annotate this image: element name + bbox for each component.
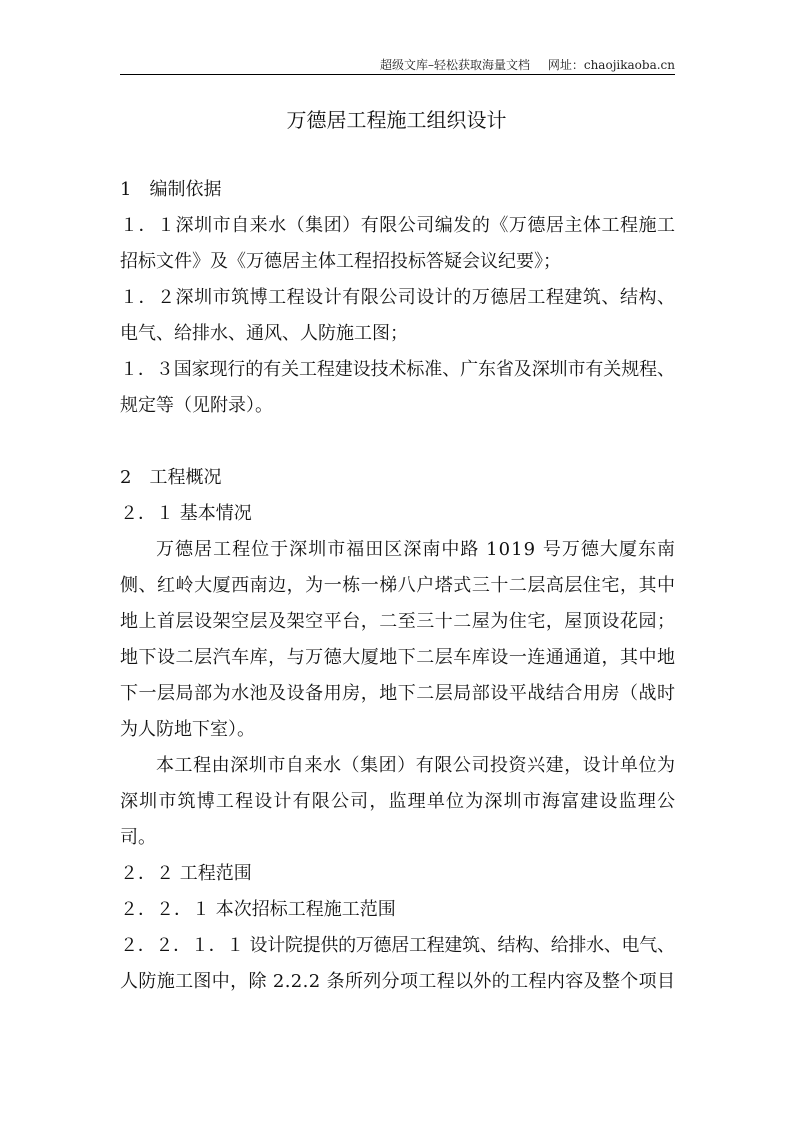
- paragraph-line-text: １．２深圳市筑博工程设计有限公司设计的万德居工程建筑、结构、: [120, 287, 676, 308]
- blank-line: [120, 430, 675, 466]
- paragraph-line: [120, 502, 675, 538]
- paragraph-line: [120, 574, 675, 610]
- paragraph-line-text: ２．１ 基本情况: [120, 503, 252, 524]
- header-divider: [120, 74, 675, 75]
- paragraph-line-text: 电气、给排水、通风、人防施工图；: [120, 323, 408, 344]
- paragraph-line: [120, 826, 675, 862]
- paragraph-line-text: ２．２．１ 本次招标工程施工范围: [120, 899, 396, 920]
- paragraph-line: [120, 754, 675, 790]
- paragraph-line-text: 招标文件》及《万德居主体工程招投标答疑会议纪要》；: [120, 251, 561, 272]
- page-header: [120, 56, 675, 73]
- paragraph-line-text: 为人防地下室）。: [120, 719, 255, 740]
- paragraph-line: [120, 394, 675, 430]
- header-site-name: 超级文库–轻松获取海量文档: [380, 58, 531, 72]
- paragraph-line-text: 万德居工程位于深圳市福田区深南中路 1019 号万德大厦东南: [156, 539, 677, 560]
- paragraph-line: [120, 286, 675, 322]
- paragraph-line-text: 人防施工图中，除 2.2.2 条所列分项工程以外的工程内容及整个项目: [120, 971, 676, 992]
- document-body: [120, 178, 675, 1006]
- paragraph-line: [120, 250, 675, 286]
- paragraph-line-text: 下一层局部为水池及设备用房，地下二层局部设平战结合用房（战时: [120, 683, 676, 704]
- paragraph-line-text: ２．２ 工程范围: [120, 863, 252, 884]
- paragraph-line: [120, 178, 675, 214]
- paragraph-line-text: 侧、红岭大厦西南边，为一栋一梯八户塔式三十二层高层住宅，其中: [120, 575, 676, 596]
- paragraph-line: [120, 970, 675, 1006]
- paragraph-line: [120, 862, 675, 898]
- paragraph-line: [120, 898, 675, 934]
- paragraph-line-text: 司。: [120, 827, 156, 848]
- paragraph-line: [120, 934, 675, 970]
- paragraph-line: [120, 718, 675, 754]
- paragraph-line: [120, 322, 675, 358]
- document-title: 万德居工程施工组织设计: [286, 108, 507, 132]
- paragraph-line: [120, 610, 675, 646]
- paragraph-line-text: 2 工程概况: [120, 467, 222, 488]
- header-url: 网址：chaojikaoba.cn: [547, 58, 675, 72]
- paragraph-line: [120, 466, 675, 502]
- paragraph-line: [120, 646, 675, 682]
- paragraph-line-text: 地下设二层汽车库，与万德大厦地下二层车库设一连通通道，其中地: [120, 647, 676, 668]
- paragraph-line: [120, 682, 675, 718]
- paragraph-line: [120, 358, 675, 394]
- paragraph-line-text: 深圳市筑博工程设计有限公司，监理单位为深圳市海富建设监理公: [120, 791, 677, 812]
- paragraph-line-text: 规定等（见附录）。: [120, 395, 273, 416]
- paragraph-line: [120, 214, 675, 250]
- paragraph-line-text: 地上首层设架空层及架空平台，二至三十二屋为住宅，屋顶设花园；: [120, 611, 676, 632]
- paragraph-line: [120, 538, 675, 574]
- paragraph-line-text: １．３国家现行的有关工程建设技术标准、广东省及深圳市有关规程、: [120, 359, 675, 380]
- paragraph-line-text: ２．２．１．１ 设计院提供的万德居工程建筑、结构、给排水、电气、: [120, 935, 675, 956]
- paragraph-line-text: 本工程由深圳市自来水（集团）有限公司投资兴建，设计单位为: [156, 755, 676, 776]
- paragraph-line-text: 1 编制依据: [120, 179, 222, 200]
- paragraph-line-text: １．１深圳市自来水（集团）有限公司编发的《万德居主体工程施工: [120, 215, 676, 236]
- paragraph-line: [120, 790, 675, 826]
